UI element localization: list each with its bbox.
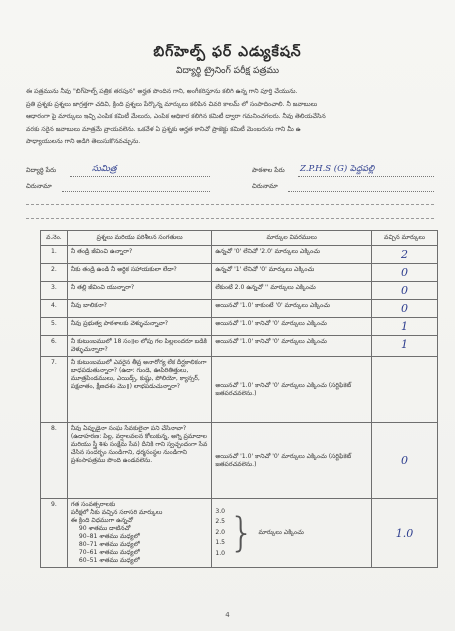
row-number: 7. (41, 357, 68, 423)
row-mark (371, 282, 437, 300)
table-row (41, 336, 438, 357)
row-mark (371, 423, 437, 499)
scale-value: 1.5 (215, 539, 226, 547)
page-number: 4 (225, 611, 230, 619)
school-name-value: Z.P.H.S (G) పెద్దపల్లి (300, 164, 375, 174)
row-rule-scale (212, 499, 372, 568)
row-mark (371, 357, 437, 423)
row-mark (371, 300, 437, 318)
row-rule: అయినచో '1.0' కానిచో '0' మార్కులు ఎక్కించు (సర్టిఫికెట్ జతపరచవలెను.) (212, 423, 372, 499)
instruction-line: పాధ్యాయులను గాని అడిగి తెలుసుకొనవచ్చును. (26, 138, 141, 146)
table-row (41, 499, 438, 568)
instruction-line: ప్రతి ప్రశ్నకు ప్రశ్నలు జాగ్రత్తగా చదివి, క్రింది ప్రశ్నలు పేర్కొన్న మార్కులు కలిపిన చివరి కాలమ్ లో సంపాదించాలి. నీ జవాబులు (26, 100, 318, 108)
table-row (41, 300, 438, 318)
table-row (41, 318, 438, 336)
handwritten-mark: 0 (400, 284, 408, 297)
handwritten-mark: 0 (400, 302, 408, 315)
scale-rule-label: మార్కులు ఎక్కించు (258, 529, 304, 536)
row-rule: అయినచో '1.0' కానిచో '0' మార్కులు ఎక్కించు (212, 336, 372, 357)
address-line-right (288, 191, 434, 192)
handwritten-mark: 0 (400, 266, 408, 279)
header-marks-obtained: వచ్చిన మార్కులు (371, 231, 437, 246)
row-question: నీకు తండ్రి ఉండి నీ అర్థిక సహాయకులా లేదా? (67, 264, 211, 282)
handwritten-mark: 1 (400, 320, 408, 333)
row-number: 4. (41, 300, 68, 318)
question-line: ఈ క్రింది విధముగా ఉన్నచో (70, 517, 133, 524)
brace-symbol: } (229, 510, 255, 556)
question-line: గత సంవత్సరాలకు (70, 501, 116, 508)
row-question: నీవు ఏప్పుడైనా సంఘ సేవకులైనా పని చేసినావా? (ఉదాహరణ: పిల్ల, వర్షాలవలన కోలుకున్న, అగ్ని ప్రమాదాల మరియు స్త్రీ శిశు సంక్షేమ సేవ) దీనికి గాని స్వచ్ఛందంగా సేవ చేసిన సందర్భం సుండిగాని, ధర్మసంస్థల నుండిగాని ప్రశంసాపత్రము పొంది ఉండవలెను. (67, 423, 211, 499)
address-label-right: చిరునామా (252, 183, 278, 190)
instructions-paragraph (26, 86, 434, 149)
header-serial: వ.నెం. (41, 231, 68, 246)
question-line: 70–61 శాతము మధ్యలో (78, 549, 140, 556)
scale-value: 2.0 (215, 528, 226, 536)
instruction-line: ఆధారంగా పై మార్కులు ఇచ్చి ఎంపిక కమిటీ మేలురు, ఎంపిక ఆధికార కలిగిన కమిటీ ద్వారా గమనించగలరు. నీవు తెలియచేసిన (26, 113, 326, 121)
school-name-line (298, 176, 434, 177)
row-mark (371, 318, 437, 336)
question-line: పరీక్షలో నీకు వచ్చిన సరాసరి మార్కులు (70, 509, 163, 516)
row-rule: ఉన్నచో '0' లేనిచో '2.0' మార్కులు ఎక్కించు (212, 246, 372, 264)
handwritten-mark: 1 (400, 338, 408, 351)
row-question: నీ కుటుంబములో ఎవరైన తీవ్ర అనారోగ్య లేక దీర్ఘకాలికంగా బాధపడుతున్నారా? (ఉదా: గుండె, ఊపిరితిత్తులు, మూత్రపిండములు, ఎయిడ్స్, కుష్టు, పోలియో, క్యాన్సర్, పక్షవాతం, క్షీణదశం మొ॥) లాభపడుచున్నారా? (67, 357, 211, 423)
scoring-table (40, 230, 438, 568)
student-name-value: సుమిత్ర (92, 164, 117, 174)
instruction-line: ఈ పత్రమును నీవు "బిగ్‌హెల్ప్ పత్రిక తరపున" అర్హత పొందిన గాని, అంగీకరిస్తూను కలిగి ఉన్న గాని పూర్తి చేయును. (26, 88, 298, 95)
question-line: 90–81 శాతము మధ్యలో (78, 533, 140, 540)
row-question: నీవు ప్రభుత్వ పాఠశాలకు వెళ్ళుచున్నావా? (67, 318, 211, 336)
address-label: చిరునామా (26, 183, 52, 190)
row-question: నీ తండ్రి జీవించి ఉన్నారా? (67, 246, 211, 264)
address-line (62, 191, 210, 192)
document-title: బిగ్‌హెల్ప్ ఫర్ ఎడ్యుకేషన్ (153, 44, 302, 60)
handwritten-mark: 1.0 (395, 526, 414, 540)
scale-value: 1.0 (215, 549, 226, 557)
row-question-list (67, 499, 211, 568)
row-number: 9. (41, 499, 68, 568)
row-number: 3. (41, 282, 68, 300)
divider-line (26, 204, 434, 205)
row-number: 6. (41, 336, 68, 357)
row-number: 2. (41, 264, 68, 282)
marks-scale (215, 507, 368, 560)
row-rule: లేకుంటే 2.0 ఉన్నచో '' మార్కులు ఎక్కించు (212, 282, 372, 300)
table-row (41, 264, 438, 282)
row-mark (371, 499, 437, 568)
row-mark (371, 336, 437, 357)
table-row (41, 357, 438, 423)
instruction-line: వరకు సరైన జవాబులు మాత్రమే వ్రాయవలెను. ఒకవేళ ఏ ప్రశ్నకు అర్హత కానిచో ప్రాజెక్టు కమిటీ మెంబరును గాని మీ ఉ (26, 125, 301, 133)
question-line: 60–51 శాతము మధ్యలో (78, 557, 140, 564)
table-header-row (41, 231, 438, 246)
table-row (41, 246, 438, 264)
header-marks-details: మార్కుల వివరములు (212, 231, 372, 246)
question-line: 90 శాతము దాటినచో (78, 525, 131, 532)
handwritten-mark: 2 (400, 248, 408, 261)
row-rule: అయినచో '1.0' కానిచో '0' మార్కులు ఎక్కించు (212, 318, 372, 336)
table-row (41, 423, 438, 499)
scale-values (215, 507, 225, 560)
row-mark (371, 264, 437, 282)
row-mark (371, 246, 437, 264)
row-rule: అయినచో '1.0' కానిచో '0' మార్కులు ఎక్కించు (సర్టిఫికెట్ జతపరచవలెను.) (212, 357, 372, 423)
student-name-label: విద్యార్థి పేరు (26, 167, 57, 174)
divider-line (26, 218, 434, 219)
row-question: నీవు బాలికనా? (67, 300, 211, 318)
row-rule: ఉన్నచో '1' లేనిచో '0' మార్కులు ఎక్కించు (212, 264, 372, 282)
scale-value: 2.5 (215, 518, 226, 526)
row-number: 5. (41, 318, 68, 336)
scale-value: 3.0 (215, 507, 226, 515)
school-name-label: పాఠశాల పేరు (252, 167, 285, 174)
row-question: నీ కుటుంబములో 18 సం॥ల లోపు గల పిల్లలందరూ బడికి వెళ్ళుచున్నారా? (67, 336, 211, 357)
table-row (41, 282, 438, 300)
row-number: 8. (41, 423, 68, 499)
student-name-line (70, 176, 210, 177)
row-question: నీ తల్లి జీవించి యున్నారా? (67, 282, 211, 300)
document-subtitle: విద్యార్థి ట్రైనింగ్ పరీక్ష పత్రము (175, 66, 280, 76)
row-number: 1. (41, 246, 68, 264)
question-line: 80–71 శాతము మధ్యలో (78, 541, 140, 548)
handwritten-mark: 0 (400, 454, 408, 467)
row-rule: అయినచో '1.0' కాకుంటే '0' మార్కులు ఎక్కించు (212, 300, 372, 318)
header-questions: ప్రశ్నలు మరియు పరిశీలన సంగతులు (67, 231, 211, 246)
